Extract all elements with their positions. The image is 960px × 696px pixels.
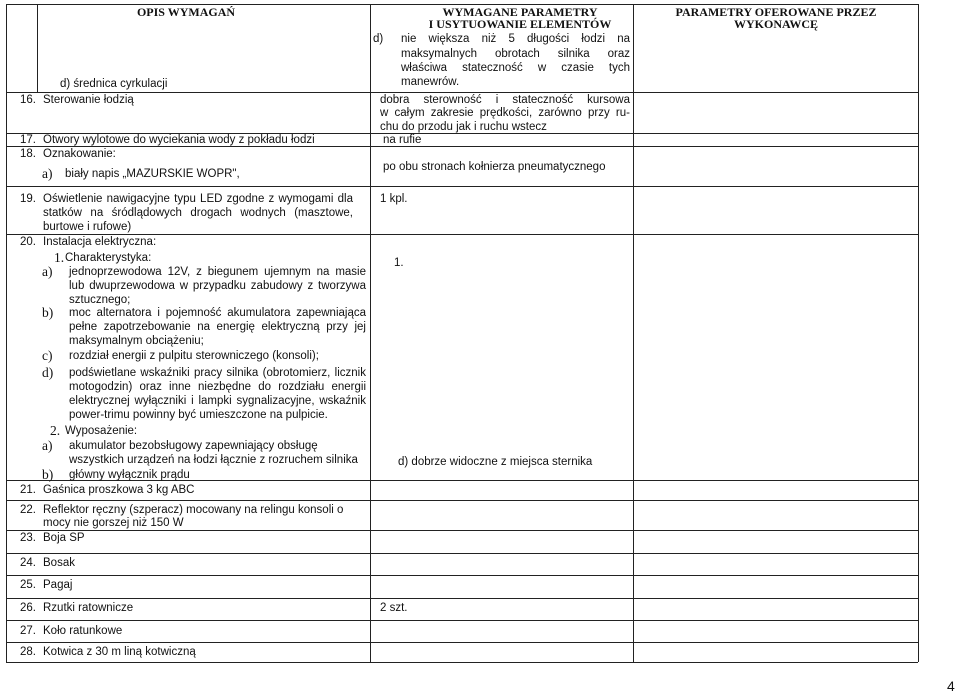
row18-number: 18.: [20, 148, 36, 160]
row20-b-line: maksymalnym obciążeniu;: [69, 335, 204, 347]
row18-label: Oznakowanie:: [43, 148, 116, 160]
row20-a-line: sztucznego;: [69, 294, 131, 306]
row20-number: 20.: [20, 236, 36, 248]
row26-label: Rzutki ratownicze: [43, 602, 134, 614]
row27-label: Koło ratunkowe: [43, 625, 123, 637]
row17-number: 17.: [20, 134, 36, 146]
row20-d-line: power-trimu powinny być umieszczone na pulpicie.: [69, 409, 328, 421]
header-col3-line2: WYKONAWCĘ: [733, 17, 818, 31]
row20-d-line: motogodzin) oraz inne niezbędne do rozdziału energii: [69, 381, 366, 393]
grid-line: [6, 598, 918, 599]
row20-e-marker: a): [42, 438, 53, 453]
grid-line: [37, 4, 38, 92]
grid-line: [6, 530, 918, 531]
row21-label: Gaśnica proszkowa 3 kg ABC: [43, 484, 195, 496]
row24-label: Bosak: [43, 557, 75, 569]
grid-line: [6, 4, 7, 662]
grid-line: [918, 4, 919, 662]
row25-number: 25.: [20, 579, 36, 591]
row16-right-line: dobra sterowność i stateczność kursowa: [380, 94, 630, 106]
row20-s1-right: 1.: [394, 257, 404, 269]
row22-number: 22.: [20, 504, 36, 516]
row20-d-line: elektrycznej wyłączniki i lampki sygnalizacyjne, wskaźnik: [69, 395, 366, 407]
row20-d-marker: d): [42, 365, 54, 380]
row20-b-line: pełne zapotrzebowanie na energię elektryczną przy jej: [69, 321, 366, 333]
row26-right: 2 szt.: [380, 602, 408, 614]
row20-label: Instalacja elektryczna:: [43, 236, 157, 248]
row15d-right-line: maksymalnych obrotach silnika oraz: [401, 48, 630, 60]
row22-line: Reflektor ręczny (szperacz) mocowany na relingu konsoli o: [43, 504, 344, 516]
row28-number: 28.: [20, 646, 36, 658]
row20-s2-marker: 2.: [50, 423, 61, 438]
row18-right: po obu stronach kołnierza pneumatycznego: [383, 161, 606, 173]
row18-sub-marker: a): [42, 166, 53, 181]
row17-right: na rufie: [383, 134, 422, 146]
header-col2-line1: WYMAGANE PARAMETRY: [442, 5, 598, 19]
row16-right-line: chu do przodu jak i ruchu wstecz: [380, 121, 547, 133]
row20-d-right: d) dobrze widoczne z miejsca sternika: [398, 456, 593, 468]
grid-line: [6, 186, 918, 187]
row23-number: 23.: [20, 532, 36, 544]
row17-label: Otwory wylotowe do wyciekania wody z pokładu łodzi: [43, 134, 315, 146]
row26-number: 26.: [20, 602, 36, 614]
row16-label: Sterowanie łodzią: [43, 94, 134, 106]
row28-label: Kotwica z 30 m liną kotwiczną: [43, 646, 196, 658]
row15d-label: d) średnica cyrkulacji: [60, 78, 168, 90]
page-number: 4: [947, 678, 955, 694]
header-col1: OPIS WYMAGAŃ: [136, 5, 236, 19]
row15d-right-marker: d): [373, 33, 384, 45]
row23-label: Boja SP: [43, 532, 85, 544]
grid-line: [6, 662, 918, 663]
row20-a-marker: a): [42, 264, 53, 279]
grid-line: [6, 553, 918, 554]
row27-number: 27.: [20, 625, 36, 637]
row20-f-line: główny wyłącznik prądu: [69, 469, 190, 481]
row19-right: 1 kpl.: [380, 193, 408, 205]
row20-s1-label: Charakterystyka:: [65, 252, 152, 264]
row20-d-line: podświetlane wskaźniki pracy silnika (obrotomierz, licznik: [69, 367, 366, 379]
header-col2-line2: I USYTUOWANIE ELEMENTÓW: [428, 17, 612, 31]
grid-line: [6, 234, 918, 235]
row15d-right-line: manewrów.: [401, 76, 460, 88]
row20-c-line: rozdział energii z pulpitu sterowniczego (konsoli);: [69, 350, 319, 362]
row15d-right-line: właściwa stateczność w czasie tych: [401, 62, 630, 74]
row20-b-line: moc alternatora i pojemność akumulatora zapewniająca: [69, 307, 366, 319]
row16-number: 16.: [20, 94, 36, 106]
grid-line: [6, 500, 918, 501]
row19-line: burtowe i rufowe): [43, 221, 132, 233]
row20-a-line: jednoprzewodowa 12V, z biegunem ujemnym na masie: [69, 266, 366, 278]
row25-label: Pagaj: [43, 579, 73, 591]
row20-e-line: wszystkich urządzeń na łodzi łącznie z rozruchem silnika: [69, 454, 358, 466]
grid-line: [6, 575, 918, 576]
row15d-right-line: nie większa niż 5 długości łodzi na: [401, 33, 630, 45]
row24-number: 24.: [20, 557, 36, 569]
row20-e-line: akumulator bezobsługowy zapewniający obsługę: [69, 440, 318, 452]
grid-line: [6, 620, 918, 621]
row20-f-marker: b): [42, 467, 54, 482]
row21-number: 21.: [20, 484, 36, 496]
row19-line: Oświetlenie nawigacyjne typu LED zgodne z wymogami dla: [43, 193, 353, 205]
grid-line: [370, 4, 371, 662]
row20-s1-marker: 1.: [54, 250, 65, 265]
row19-number: 19.: [20, 193, 36, 205]
row22-line: mocy nie gorszej niż 150 W: [43, 517, 184, 529]
row20-s2-label: Wyposażenie:: [65, 425, 138, 437]
grid-line: [6, 92, 918, 93]
row20-a-line: lub dwuprzewodowa w przypadku zabudowy z tworzywa: [69, 280, 366, 292]
header-col3-line1: PARAMETRY OFEROWANE PRZEZ: [675, 5, 877, 19]
row20-b-marker: b): [42, 305, 54, 320]
grid-line: [6, 642, 918, 643]
row18-sub-label: biały napis „MAZURSKIE WOPR",: [65, 168, 240, 180]
row16-right-line: w całym zakresie prędkości, zarówno przy ru-: [380, 107, 630, 119]
row19-line: statków na śródlądowych drogach wodnych (masztowe,: [43, 207, 353, 219]
row20-c-marker: c): [42, 348, 53, 363]
grid-line: [633, 4, 634, 662]
